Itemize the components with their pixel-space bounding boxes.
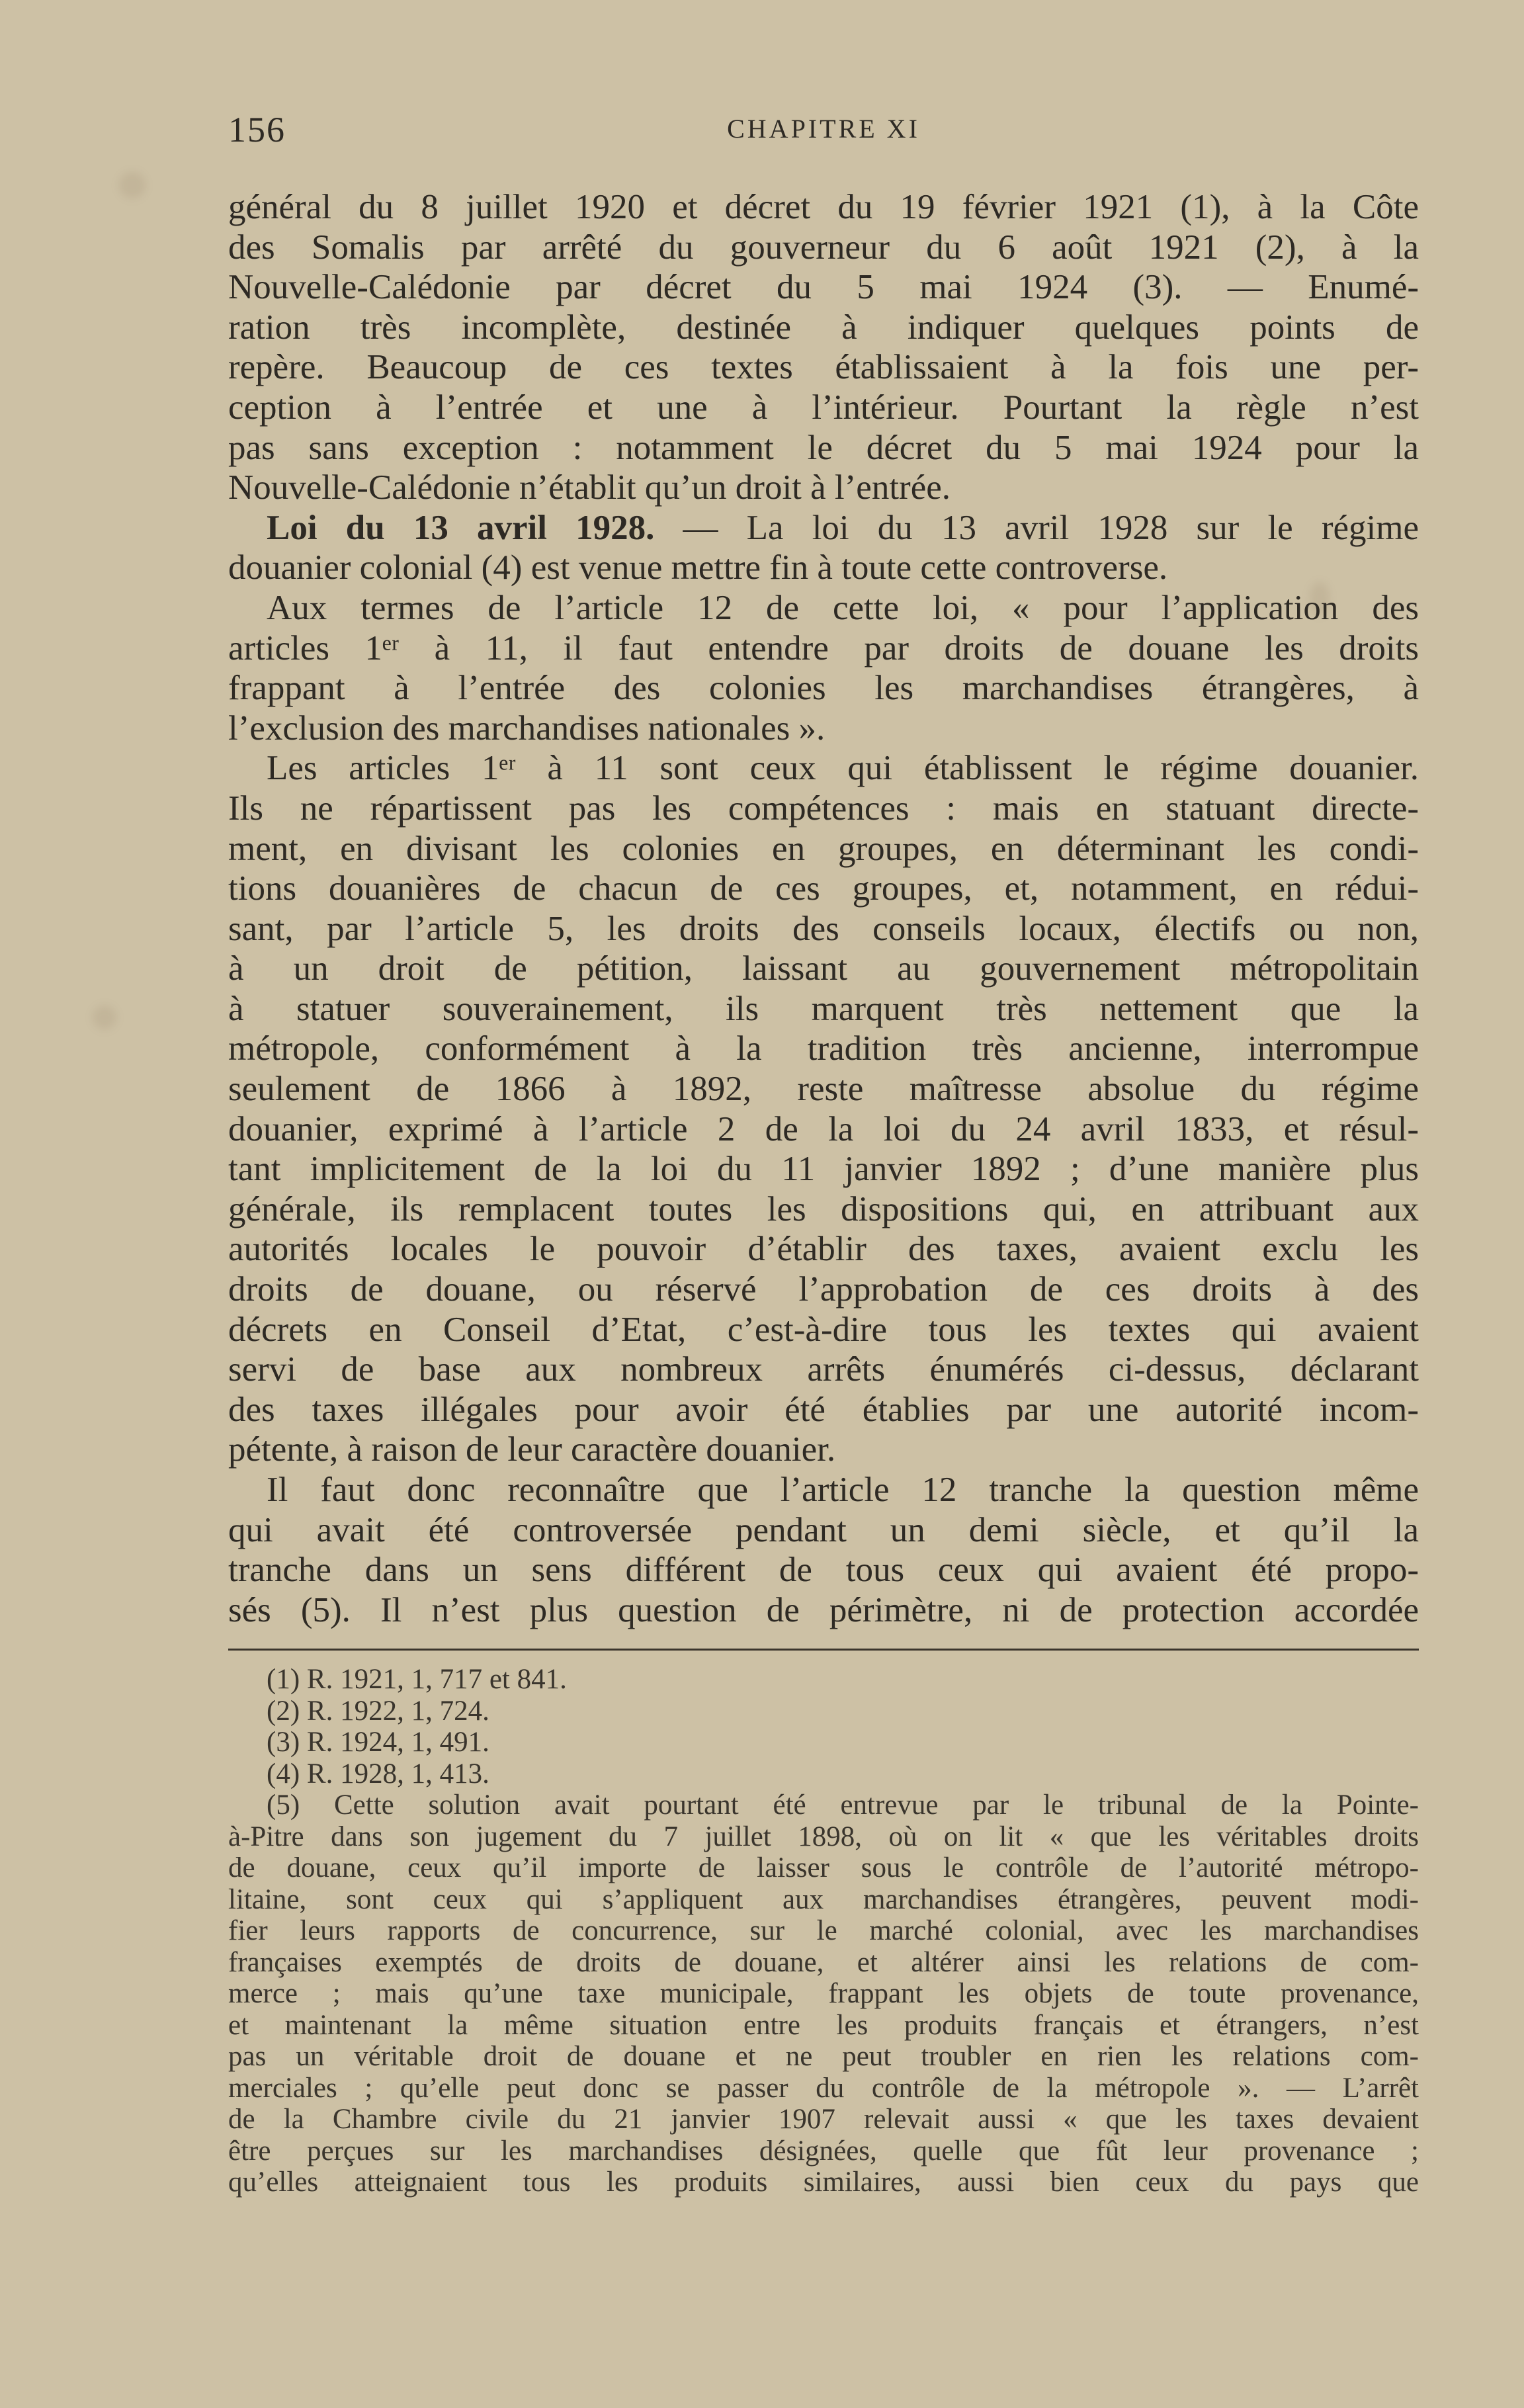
footnote-line: merciales ; qu’elle peut donc se passer du contrôle de la métropole ». — L’arrêt	[228, 2072, 1419, 2104]
text-line: sés (5). Il n’est plus question de périmètre, ni de protection accordée	[228, 1590, 1419, 1629]
text-line: l’exclusion des marchandises nationales ».	[228, 709, 826, 748]
footnote-line: pas un véritable droit de douane et ne peut troubler en rien les relations com-	[228, 2041, 1419, 2072]
text-line: tant implicitement de la loi du 11 janvier 1892 ; d’une manière plus	[228, 1150, 1419, 1189]
text-line: ration très incomplète, destinée à indiquer quelques points de	[228, 308, 1419, 347]
page-header	[228, 109, 1419, 155]
footnotes	[228, 1664, 1419, 2198]
footnote	[228, 1696, 1419, 1727]
text-line: douanier, exprimé à l’article 2 de la loi du 24 avril 1833, et résul-	[228, 1109, 1419, 1148]
text-line: Ils ne répartissent pas les compétences : mais en statuant directe-	[228, 789, 1419, 828]
footnote-line: de la Chambre civile du 21 janvier 1907 relevait aussi « que les taxes devaient	[228, 2104, 1419, 2135]
text-line: seulement de 1866 à 1892, reste maîtresse absolue du régime	[228, 1070, 1419, 1109]
footnote-line: de douane, ceux qu’il importe de laisser sous le contrôle de l’autorité métropo-	[228, 1852, 1419, 1883]
text-line: tranche dans un sens différent de tous ceux qui avaient été propo-	[228, 1551, 1419, 1590]
footnote-line: à-Pitre dans son jugement du 7 juillet 1898, où on lit « que les véritables droits	[228, 1821, 1419, 1852]
footnote-line: (2) R. 1922, 1, 724.	[267, 1695, 489, 1727]
text-span: — La loi du 13 avril 1928 sur le régime	[654, 508, 1419, 547]
paper-stain	[119, 172, 146, 198]
footnote-line: (3) R. 1924, 1, 491.	[267, 1727, 489, 1758]
text-line: générale, ils remplacent toutes les dispositions qui, en attribuant aux	[228, 1189, 1419, 1228]
text-line: sant, par l’article 5, les droits des conseils locaux, électifs ou non,	[228, 909, 1419, 948]
footnote-line: être perçues sur les marchandises désignées, quelle que fût leur provenance ;	[228, 2135, 1419, 2167]
text-line: des taxes illégales pour avoir été établies par une autorité incom-	[228, 1390, 1419, 1429]
page-number: 156	[228, 110, 286, 150]
text-line: général du 8 juillet 1920 et décret du 19 février 1921 (1), à la Côte	[228, 188, 1419, 226]
text-line: ment, en divisant les colonies en groupes, en déterminant les condi-	[228, 829, 1419, 868]
footnote-line: litaine, sont ceux qui s’appliquent aux marchandises étrangères, peuvent modi-	[228, 1883, 1419, 1915]
text-line: Il faut donc reconnaître que l’article 12 tranche la question même	[267, 1471, 1419, 1509]
text-line: frappant à l’entrée des colonies les marchandises étrangères, à	[228, 669, 1419, 708]
section-heading: Loi du 13 avril 1928.	[267, 508, 655, 547]
footnote	[228, 1664, 1419, 1696]
paragraph	[228, 748, 1419, 1470]
footnote-line: et maintenant la même situation entre les produits français et étrangers, n’est	[228, 2009, 1419, 2041]
paragraph	[228, 1470, 1419, 1630]
footnote	[228, 1727, 1419, 1758]
footnote	[228, 1758, 1419, 1790]
text-line: Nouvelle-Calédonie n’établit qu’un droit à l’entrée.	[228, 468, 951, 507]
footnote-line: (5) Cette solution avait pourtant été entrevue par le tribunal de la Pointe-	[267, 1789, 1419, 1821]
text-line: pétente, à raison de leur caractère douanier.	[228, 1430, 836, 1469]
text-line: Aux termes de l’article 12 de cette loi, « pour l’application des	[267, 588, 1419, 627]
text-line: douanier colonial (4) est venue mettre fin à toute cette controverse.	[228, 548, 1168, 587]
footnote	[228, 1789, 1419, 2198]
footnote-line: fier leurs rapports de concurrence, sur le marché colonial, avec les marchandises	[228, 1915, 1419, 1946]
text-line: droits de douane, ou réservé l’approbation de ces droits à des	[228, 1270, 1419, 1309]
footnote-line: (1) R. 1921, 1, 717 et 841.	[267, 1664, 567, 1695]
footnote-divider	[228, 1649, 1419, 1651]
text-line: autorités locales le pouvoir d’établir des taxes, avaient exclu les	[228, 1230, 1419, 1269]
text-line: Les articles 1ᵉʳ à 11 sont ceux qui établissent le régime douanier.	[267, 749, 1419, 788]
text-line: articles 1ᵉʳ à 11, il faut entendre par droits de douane les droits	[228, 628, 1419, 667]
text-line: métropole, conformément à la tradition très ancienne, interrompue	[228, 1029, 1419, 1068]
text-line: Nouvelle-Calédonie par décret du 5 mai 1924 (3). — Enumé-	[228, 268, 1419, 307]
footnote-line: françaises exemptés de droits de douane, et altérer ainsi les relations de com-	[228, 1946, 1419, 1978]
text-line: pas sans exception : notamment le décret du 5 mai 1924 pour la	[228, 428, 1419, 467]
text-line: des Somalis par arrêté du gouverneur du 6 août 1921 (2), à la	[228, 228, 1419, 267]
footnote-line: qu’elles atteignaient tous les produits similaires, aussi bien ceux du pays que	[228, 2167, 1419, 2198]
paragraph	[228, 588, 1419, 748]
text-line: à un droit de pétition, laissant au gouvernement métropolitain	[228, 949, 1419, 988]
text-line: à statuer souverainement, ils marquent très nettement que la	[228, 989, 1419, 1028]
paragraph	[228, 187, 1419, 508]
text-line: qui avait été controversée pendant un demi siècle, et qu’il la	[228, 1510, 1419, 1549]
chapter-title: CHAPITRE XI	[727, 114, 920, 144]
paper-stain	[93, 1006, 116, 1029]
footnote-line: (4) R. 1928, 1, 413.	[267, 1758, 489, 1789]
text-line: repère. Beaucoup de ces textes établissaient à la fois une per-	[228, 348, 1419, 387]
text-line: décrets en Conseil d’Etat, c’est-à-dire tous les textes qui avaient	[228, 1310, 1419, 1349]
paragraph	[228, 508, 1419, 588]
text-line: tions douanières de chacun de ces groupes, et, notamment, en rédui-	[228, 869, 1419, 908]
footnote-line: merce ; mais qu’une taxe municipale, frappant les objets de toute provenance,	[228, 1978, 1419, 2009]
text-line	[228, 508, 1419, 548]
text-line: ception à l’entrée et une à l’intérieur. Pourtant la règle n’est	[228, 388, 1419, 427]
text-line: servi de base aux nombreux arrêts énumérés ci-dessus, déclarant	[228, 1350, 1419, 1389]
body-text	[228, 187, 1419, 1630]
